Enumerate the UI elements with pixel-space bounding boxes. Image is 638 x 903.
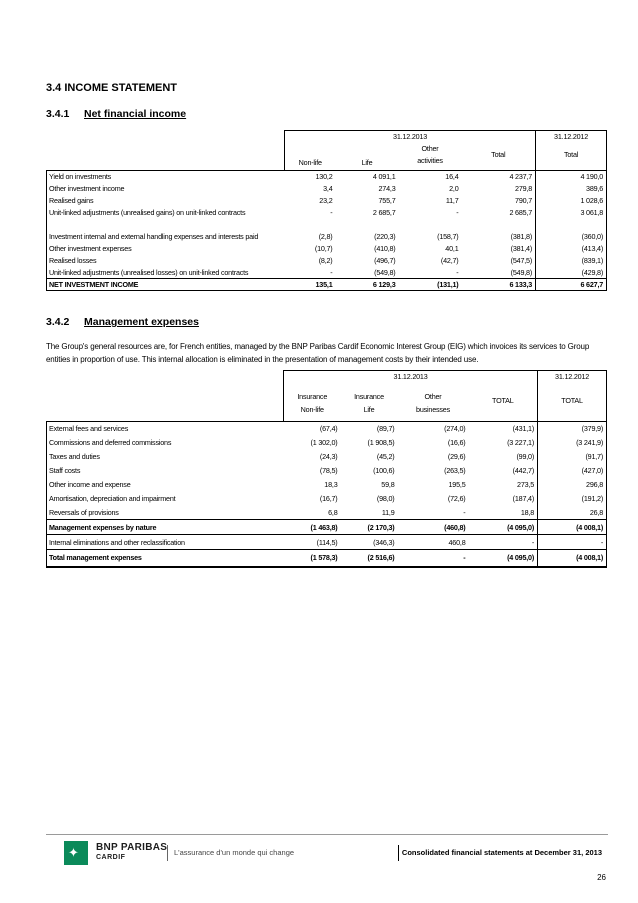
cell-value: 2 685,7 (509, 208, 533, 217)
total-row (47, 279, 607, 291)
cell-value: - (456, 208, 459, 217)
period-2012-header: 31.12.2012 (536, 131, 607, 143)
cell-value: (45,2) (376, 452, 395, 461)
col-life: Life (363, 405, 375, 414)
brand-subname: CARDIF (96, 854, 126, 861)
subsection-number: 3.4.1 (46, 108, 70, 120)
table-row (47, 506, 607, 520)
cell-value: 790,7 (515, 196, 533, 205)
footer-caption: Consolidated financial statements at December 31, 2013 (398, 845, 608, 861)
cell-value: - (469, 535, 538, 550)
row-label: Staff costs (47, 464, 284, 478)
col-other-line2: businesses (416, 405, 450, 414)
intro-paragraph: The Group's general resources are, for French entities, managed by the BNP Paribas Cardif Economic Interest Group (EIG) which invoices its services to Group entities in proportion of use. This internal allocation is eliminated in the presentation of management costs by their intended use. (46, 342, 590, 364)
cell-value: (1 463,8) (284, 520, 341, 535)
col-total: Total (491, 150, 506, 159)
cell-value: 6 627,7 (536, 279, 607, 291)
cell-value: 4 091,1 (372, 172, 396, 182)
row-label: Amortisation, depreciation and impairment (47, 492, 284, 506)
cell-value: (4 008,1) (538, 520, 607, 535)
cell-value: - (538, 535, 607, 550)
cell-value: (549,8) (374, 267, 396, 277)
table-row (47, 207, 607, 219)
cell-value: (114,5) (284, 535, 341, 550)
cell-value: (91,7) (538, 450, 607, 464)
cell-value: (2 170,3) (341, 520, 398, 535)
cell-value: (410,8) (374, 244, 396, 253)
cell-value: (99,0) (516, 452, 535, 461)
cell-value: 18,8 (520, 507, 535, 517)
cell-value: 1 028,6 (536, 195, 607, 207)
cell-value: (24,3) (319, 452, 338, 461)
cell-value: (429,8) (536, 267, 607, 279)
row-label: Unit-linked adjustments (unrealised gains) on unit-linked contracts (47, 207, 285, 219)
cell-value: (549,8) (510, 267, 533, 277)
cell-value: 279,8 (515, 184, 533, 193)
cell-value: (16,7) (319, 494, 338, 503)
cell-value: 274,3 (378, 184, 396, 193)
cell-value: (346,3) (341, 535, 398, 550)
table-row (47, 436, 607, 450)
cell-value: (98,0) (376, 494, 395, 503)
cell-value: 130,2 (315, 172, 333, 182)
brand-name: BNP PARIBAS (96, 842, 168, 853)
col-nonlife: Non-life (284, 401, 341, 419)
col-insurance-line1: Insurance (284, 383, 341, 401)
col-other-line1: Other (424, 391, 442, 401)
cell-value: (3 241,9) (538, 436, 607, 450)
cell-value: (496,7) (374, 256, 396, 265)
total-row (47, 550, 607, 567)
table-row (47, 183, 607, 195)
cell-value: (67,4) (319, 424, 338, 434)
cell-value: 23,2 (319, 196, 333, 205)
col-other-line2: activities (417, 156, 443, 165)
col-insurance-line1-b: Insurance (354, 391, 384, 401)
table-row (47, 478, 607, 492)
cell-value: (42,7) (440, 256, 459, 265)
row-label: External fees and services (47, 422, 284, 436)
table-row (47, 171, 607, 183)
cell-value: 460,8 (398, 535, 469, 550)
cell-value: (381,4) (510, 244, 533, 253)
cell-value: 2 685,7 (372, 208, 396, 217)
cell-value: 273,5 (517, 480, 535, 489)
row-label: Yield on investments (47, 171, 285, 183)
subsection-number: 3.4.2 (46, 316, 70, 328)
subsection-management-expenses (46, 316, 199, 328)
cell-value: (3 227,1) (507, 438, 535, 447)
cell-value: (100,6) (373, 466, 395, 475)
cell-value: (2 516,6) (341, 550, 398, 567)
section-title: 3.4 INCOME STATEMENT (46, 82, 177, 94)
cell-value: 195,5 (448, 480, 466, 489)
row-label: Unit-linked adjustments (unrealised losses) on unit-linked contracts (47, 267, 285, 279)
cell-value: (72,6) (447, 494, 466, 503)
subsection-net-financial-income (46, 108, 186, 120)
bnp-logo (64, 841, 88, 865)
cell-value: (460,8) (398, 520, 469, 535)
cell-value: (381,8) (510, 232, 533, 241)
cell-value: 11,9 (381, 507, 395, 517)
table-row (47, 464, 607, 478)
row-label: Realised gains (47, 195, 285, 207)
col-total-2012: TOTAL (538, 383, 607, 419)
cell-value: (4 095,0) (469, 550, 538, 567)
cell-value: 26,8 (538, 506, 607, 520)
cell-value: (16,6) (447, 438, 466, 447)
table-row (47, 195, 607, 207)
management-expenses-table (46, 370, 607, 568)
cell-value: (89,7) (376, 424, 395, 434)
table-row (47, 450, 607, 464)
col-total-2012: Total (536, 143, 607, 167)
table-row (47, 255, 607, 267)
cell-value: 389,6 (536, 183, 607, 195)
cell-value: 2,0 (449, 184, 459, 193)
slogan: L'assurance d'un monde qui change (174, 848, 295, 857)
cell-value: (191,2) (538, 492, 607, 506)
subtotal-row (47, 520, 607, 535)
cell-value: - (330, 208, 333, 217)
table-row (47, 492, 607, 506)
row-label: Investment internal and external handling expenses and interests paid (47, 231, 285, 243)
star-icon: ✦ (68, 845, 79, 860)
cell-value: 6,8 (328, 507, 338, 517)
row-label: Reversals of provisions (47, 506, 284, 520)
cell-value: (10,7) (314, 244, 333, 253)
cell-value: - (463, 507, 466, 517)
cell-value: 135,1 (285, 279, 336, 291)
cell-value: (427,0) (538, 464, 607, 478)
cell-value: 11,7 (445, 196, 459, 205)
row-label: Other investment income (47, 183, 285, 195)
table-row (47, 267, 607, 279)
cell-value: (29,6) (447, 452, 466, 461)
cell-value: 3,4 (323, 184, 333, 193)
cell-value: (431,1) (512, 424, 535, 434)
cell-value: (2,8) (318, 232, 333, 241)
table-row (47, 243, 607, 255)
row-label: NET INVESTMENT INCOME (47, 279, 285, 291)
table-row (47, 535, 607, 550)
cell-value: 16,4 (445, 172, 459, 182)
period-2012-header: 31.12.2012 (538, 371, 607, 383)
cell-value: 59,8 (381, 480, 395, 489)
page-number: 26 (597, 873, 606, 882)
divider (167, 845, 168, 861)
row-label: Management expenses by nature (47, 520, 284, 535)
cell-value: - (398, 550, 469, 567)
cell-value: - (456, 267, 459, 277)
cell-value: 4 237,7 (509, 172, 533, 182)
cell-value: 40,1 (445, 244, 459, 253)
row-label: Internal eliminations and other reclassification (47, 535, 284, 550)
col-total: TOTAL (492, 396, 514, 405)
cell-value: (187,4) (512, 494, 535, 503)
table-row (47, 231, 607, 243)
row-label: Other income and expense (47, 478, 284, 492)
cell-value: (78,5) (319, 466, 338, 475)
cell-value: (1 578,3) (284, 550, 341, 567)
cell-value: (442,7) (512, 466, 535, 475)
period-2013-header: 31.12.2013 (285, 131, 536, 143)
cell-value: (1 908,5) (367, 438, 395, 447)
cell-value: - (330, 267, 333, 277)
row-label: Taxes and duties (47, 450, 284, 464)
row-label: Total management expenses (47, 550, 284, 567)
cell-value: (4 095,0) (469, 520, 538, 535)
cell-value: (360,0) (536, 231, 607, 243)
subsection-title: Management expenses (84, 316, 199, 328)
page-footer (46, 834, 608, 868)
cell-value: 3 061,8 (536, 207, 607, 219)
cell-value: (131,1) (399, 279, 462, 291)
col-other-line1: Other (421, 144, 439, 153)
cell-value: 18,3 (324, 480, 338, 489)
table-row (47, 422, 607, 436)
subsection-title: Net financial income (84, 108, 187, 120)
cell-value: (413,4) (536, 243, 607, 255)
cell-value: (379,9) (538, 422, 607, 436)
cell-value: (1 302,0) (310, 438, 338, 447)
col-nonlife: Non-life (285, 143, 336, 167)
cell-value: 4 190,0 (536, 171, 607, 183)
cell-value: (4 008,1) (538, 550, 607, 567)
net-financial-income-table (46, 130, 607, 291)
row-label: Commissions and deferred commissions (47, 436, 284, 450)
cell-value: 6 133,3 (462, 279, 536, 291)
cell-value: 296,8 (538, 478, 607, 492)
row-label: Other investment expenses (47, 243, 285, 255)
cell-value: (839,1) (536, 255, 607, 267)
cell-value: (8,2) (318, 256, 333, 265)
row-label: Realised losses (47, 255, 285, 267)
cell-value: (263,5) (444, 466, 466, 475)
cell-value: (547,5) (510, 256, 533, 265)
cell-value: 755,7 (378, 196, 396, 205)
cell-value: (220,3) (374, 232, 396, 241)
cell-value: 6 129,3 (336, 279, 399, 291)
cell-value: (158,7) (437, 232, 459, 241)
period-2013-header: 31.12.2013 (284, 371, 538, 383)
cell-value: (274,0) (444, 424, 466, 434)
col-life: Life (361, 157, 373, 167)
